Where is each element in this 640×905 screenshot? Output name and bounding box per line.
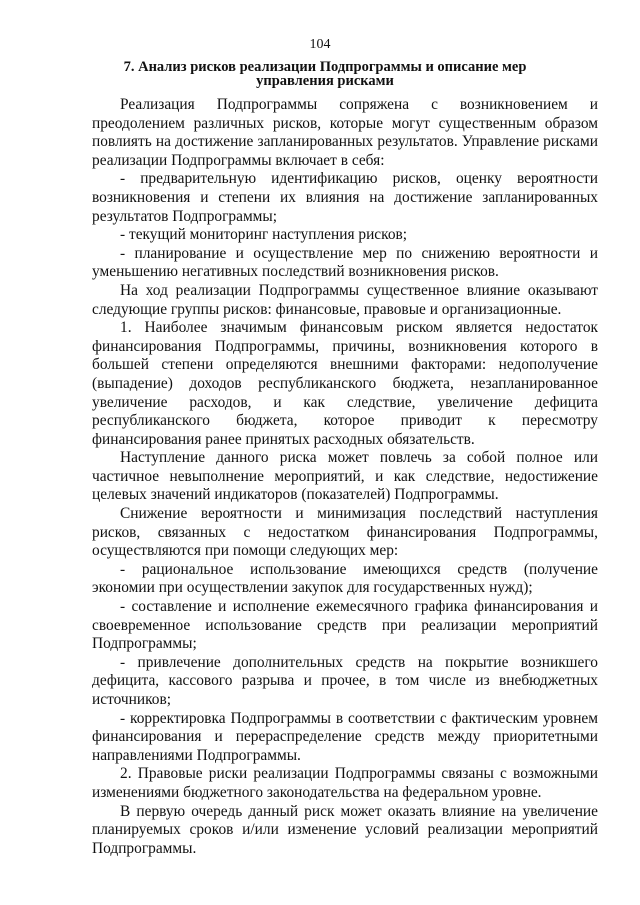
paragraph: Наступление данного риска может повлечь за собой полное или частичное невыполнение мероприятий, и как следствие, недостижение целевых значений индикаторов (показателей) Подпрограммы. xyxy=(92,449,598,504)
paragraph: На ход реализации Подпрограммы существенное влияние оказывают следующие группы рисков: финансовые, правовые и организационные. xyxy=(92,281,598,318)
paragraph: - планирование и осуществление мер по снижению вероятности и уменьшению негативных последствий возникновения рисков. xyxy=(92,244,598,281)
paragraph: - предварительную идентификацию рисков, оценку вероятности возникновения и степени их влияния на достижение запланированных результатов Подпрограммы; xyxy=(92,170,598,225)
body-text xyxy=(92,96,598,858)
paragraph: В первую очередь данный риск может оказать влияние на увеличение планируемых сроков и/или изменение условий реализации мероприятий Подпрограммы. xyxy=(92,802,598,857)
paragraph: 1. Наиболее значимым финансовым риском является недостаток финансирования Подпрограммы, причины, возникновения которого в большей степени определяются внешними факторами: недополучение (выпадение) доходов республиканского бюджета, незапланированное увеличение расходов, и как следствие, увеличение дефицита республиканского бюджета, которое приводит к пересмотру финансирования ранее принятых расходных обязательств. xyxy=(92,319,598,448)
paragraph: - корректировка Подпрограммы в соответствии с фактическим уровнем финансирования и перераспределение средств между приоритетными направлениями Подпрограммы. xyxy=(92,709,598,764)
section-heading: 7. Анализ рисков реализации Подпрограммы и описание мер управления рисками xyxy=(123,59,527,89)
paragraph: - составление и исполнение ежемесячного графика финансирования и своевременное использование средств при реализации мероприятий Подпрограммы; xyxy=(92,598,598,653)
paragraph: - привлечение дополнительных средств на покрытие возникшего дефицита, кассового разрыва и прочее, в том числе из внебюджетных источников; xyxy=(92,653,598,708)
paragraph: Реализация Подпрограммы сопряжена с возникновением и преодолением различных рисков, которые могут существенным образом повлиять на достижение запланированных результатов. Управление рисками реализации Подпрограммы включает в себя: xyxy=(92,96,598,169)
paragraph: - текущий мониторинг наступления рисков; xyxy=(120,226,408,244)
paragraph: - рациональное использование имеющихся средств (получение экономии при осуществлении закупок для государственных нужд); xyxy=(92,560,598,597)
paragraph: Снижение вероятности и минимизация последствий наступления рисков, связанных с недостатком финансирования Подпрограммы, осуществляются при помощи следующих мер: xyxy=(92,505,598,560)
page-number: 104 xyxy=(309,37,331,52)
paragraph: 2. Правовые риски реализации Подпрограммы связаны с возможными изменениями бюджетного законодательства на федеральном уровне. xyxy=(92,765,598,801)
